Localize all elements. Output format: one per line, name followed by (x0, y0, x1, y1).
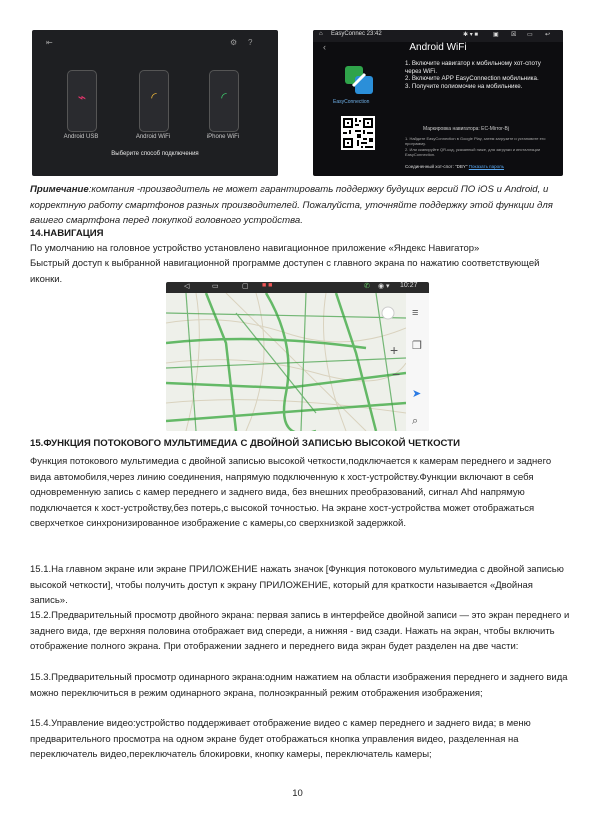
phone-icon: ✆ (364, 283, 370, 290)
qr-code (341, 116, 375, 150)
step-1: 1. Включите навигатор к мобильному хот-споту через WiFi. (405, 60, 541, 75)
notification-icons: ■ ■ (262, 282, 273, 289)
home-icon: ▭ (212, 283, 219, 290)
navigator-map-screenshot (166, 282, 429, 431)
home-icon: ⌂ (319, 31, 323, 37)
usb-icon: ⌁ (77, 89, 87, 105)
map-sidebar (406, 293, 429, 431)
search-icon[interactable]: ⌕ (412, 415, 419, 427)
section-15-p4: 15.4.Управление видео:устройство поддерживает отображение видео с камер переднего и заднего вида; в меню предварительного просмотра на одном экране будет отображаться кнопка управления видео, разделенная на переключатель видео,переключатель блокировки, кнопку камеры, переключатель камеры; (30, 718, 531, 760)
option-label: Android USB (63, 134, 99, 140)
step-2: 2. Включите APP EasyConnection мобильника. (405, 75, 539, 83)
layers-icon[interactable]: ❐ (412, 340, 422, 352)
note-1: 1. Найдите EasyConnection в Google Play, затем загрузите и установите его программу. (405, 136, 546, 146)
section-15-p2: 15.2.Предварительный просмотр двойного экрана: первая запись в интерфейсе двойной записи — это экран переднего и заднего вида, где верхняя половина отображает вид спереди, а нижняя - вид сзади. Нажать на экран, чтобы включить отображение полного экрана. При отображении заднего и переднего вида экран будет разделен на две части: (30, 610, 570, 652)
android-usb-phone (67, 70, 97, 132)
connection-mode-screenshot (32, 30, 278, 176)
signal-icons: ◉ ▾ (378, 283, 390, 290)
connection-prompt: Выберите способ подключения (111, 151, 199, 157)
page-number: 10 (292, 788, 303, 799)
easyconnection-logo (343, 64, 375, 96)
section-14-p2: Быстрый доступ к выбранной навигационной программе доступен с главного экрана по нажатию соответствующей иконки. (30, 258, 540, 285)
exit-icon: ⇤ (46, 38, 53, 47)
instruction-steps (405, 60, 555, 90)
screen-title: Android WiFi (409, 42, 467, 53)
status-app: EasyConnec 23:42 (331, 31, 382, 37)
show-password-link[interactable]: Показать пароль (468, 164, 504, 169)
window-icon: ▭ (527, 32, 533, 38)
note-paragraph (30, 182, 570, 229)
android-wifi-phone (139, 70, 169, 132)
settings-icon: ⚙ (230, 38, 238, 47)
note-2: 2. Или сканируйте QR-код, указанный ниже, для загрузки и инсталляции EasyConnection. (405, 147, 541, 157)
section-15-p3: 15.3.Предварительный просмотр одинарного экрана:одним нажатием на области изображения переднего и заднего вида можно переключиться в режим одинарного экрана, полноэкранный режим отображения изображения; (30, 672, 568, 699)
section-14-p1: По умолчанию на головное устройство установлено навигационное приложение «Яндекс Навигатор» (30, 243, 480, 254)
wifi-icon: ◜ (151, 89, 157, 105)
section-15-p1: 15.1.На главном экране или экране ПРИЛОЖЕНИЕ нажать значок [Функция потокового мультимедиа с двойной записью высокой четкости], чтобы получить доступ к экрану ПРИЛОЖЕНИЕ, который для краткости называется «Двойная запись». (30, 564, 564, 606)
option-label: Android WiFi (135, 134, 171, 140)
close-icon: ☒ (511, 32, 517, 38)
recent-apps-icon: ▢ (242, 283, 249, 290)
zoom-in-icon[interactable]: + (390, 342, 399, 358)
status-icons: ✱ ▾ ■ (463, 32, 478, 38)
wifi-icon: ◜ (221, 89, 227, 105)
clock: 10:27 (400, 282, 418, 289)
android-wifi-screenshot (313, 30, 563, 176)
option-label: iPhone WiFi (206, 134, 240, 140)
model-label: Маркировка навигатора: EC-Mirror-Bj (423, 126, 509, 132)
navigation-arrow-icon[interactable]: ➤ (412, 388, 422, 400)
section-15-heading: 15.ФУНКЦИЯ ПОТОКОВОГО МУЛЬТИМЕДИА С ДВОЙНОЙ ЗАПИСЬЮ ВЫСОКОЙ ЧЕТКОСТИ (30, 438, 460, 449)
map-view[interactable] (166, 293, 406, 431)
connected-hotspot: Соединенный хот-спот: "DBY" Показать пароль (405, 164, 504, 169)
step-3: 3. Получите полиомочие на мобильнике. (405, 82, 523, 90)
back-icon: ↩ (545, 32, 551, 38)
section-15-intro: Функция потокового мультимедиа с двойной записью высокой четкости,подключается к камерам переднего и заднего вида автомобиля,через линию соединения, напрямую подключенную к хост-устройству.Функции включают в себя одновременную запись с камер переднего и заднего вида, без внешних преобразований, сигнал Ahd напрямую подключается к хост-устройству,без потерь,с высокой точностью. На экране хост-устройства может отображаться сверхчеткое синхронизированное изображение с камеры,со сверхнизкой задержкой. (30, 456, 552, 529)
menu-icon[interactable]: ≡ (412, 307, 419, 319)
section-14-heading: 14.НАВИГАЦИЯ (30, 228, 104, 239)
back-arrow-icon: ‹ (323, 42, 326, 52)
brand-name: EasyConnection (333, 99, 370, 105)
note-label: Примечание (30, 184, 89, 195)
status-bar (313, 30, 563, 42)
iphone-wifi-phone (209, 70, 239, 132)
note-text: :компания -производитель не может гарантировать поддержку будущих версий ПО iOS и Android, и корректную работу смартфонов разных производителей. Пожалуйста, уточняйте поддержку этой функции для вашего смартфона перед покупкой головного устройства. (30, 184, 553, 226)
help-icon: ? (248, 38, 253, 47)
zoom-out-icon[interactable]: − (392, 366, 401, 382)
camera-icon: ▣ (493, 32, 499, 38)
back-icon: ◁ (184, 283, 190, 290)
status-bar (166, 282, 429, 293)
